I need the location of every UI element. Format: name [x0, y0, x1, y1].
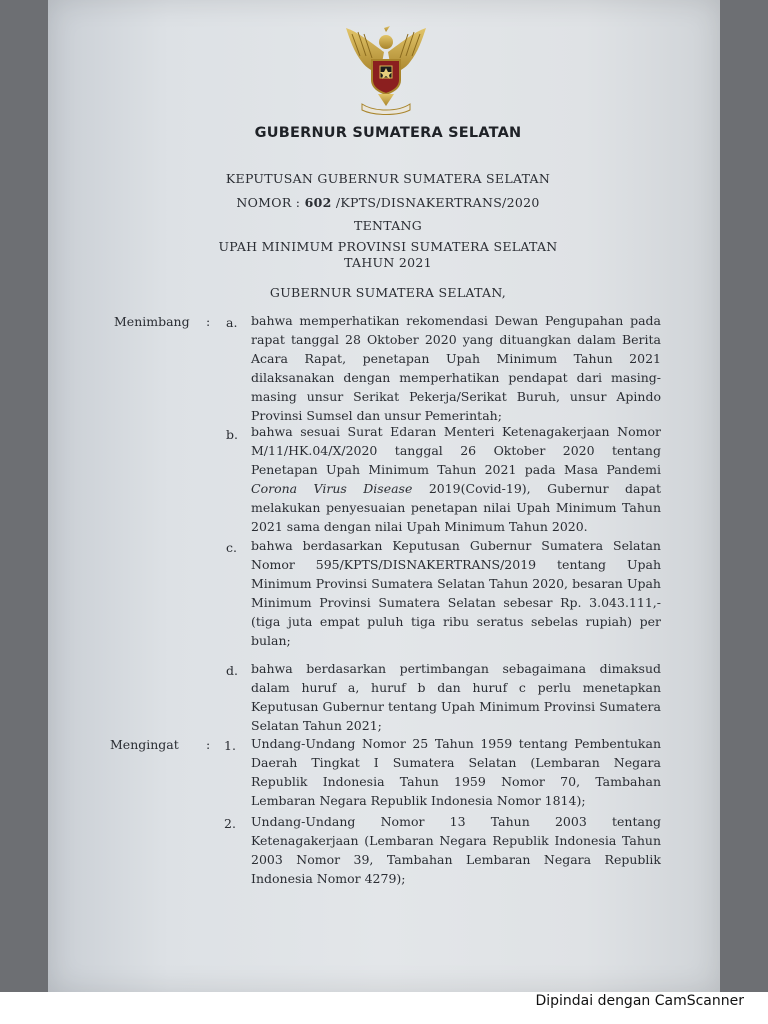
menimbang-item-a: bahwa memperhatikan rekomendasi Dewan Pengupahan pada rapat tanggal 28 Oktober 2020 yang dituangkan dalam Berita Acara Rapat, penetapan Upah Minimum Tahun 2021 dilaksanakan dengan memperhatikan pendapat dari masing-masing unsur Serikat Pekerja/Serikat Buruh, unsur Apindo Provinsi Sumsel dan unsur Pemerintah; — [251, 313, 661, 423]
mengingat-item-2: Undang-Undang Nomor 13 Tahun 2003 tentang Ketenagakerjaan (Lembaran Negara Republik Indonesia Tahun 2003 Nomor 39, Tambahan Lembaran Negara Republik Indonesia Nomor 4279); — [251, 814, 661, 886]
menimbang-colon: : — [206, 314, 211, 329]
subject-line-2: TAHUN 2021 — [344, 255, 432, 270]
menimbang-marker-d: d. — [226, 663, 238, 678]
institution-heading: GUBERNUR SUMATERA SELATAN — [254, 125, 522, 141]
menimbang-marker-c: c. — [226, 540, 237, 555]
nomor-number: 602 — [304, 195, 332, 210]
menimbang-item-c: bahwa berdasarkan Keputusan Gubernur Sumatera Selatan Nomor 595/KPTS/DISNAKERTRANS/2019 tentang Upah Minimum Provinsi Sumatera Selatan Tahun 2020, besaran Upah Minimum Provinsi Sumatera Selatan sebesar Rp. 3.043.111,- (tiga juta empat puluh tiga ribu seratus sebelas rupiah) per bulan; — [251, 538, 661, 648]
menimbang-item-b — [251, 422, 661, 536]
menimbang-marker-a: a. — [226, 315, 238, 330]
decree-number — [48, 195, 728, 210]
mengingat-colon: : — [206, 737, 211, 752]
camscanner-watermark: Dipindai dengan CamScanner — [535, 993, 744, 1009]
issuer-line: GUBERNUR SUMATERA SELATAN, — [269, 285, 507, 300]
mengingat-marker-1: 1. — [224, 738, 236, 753]
menimbang-label: Menimbang — [114, 314, 190, 329]
tentang-label: TENTANG — [353, 218, 423, 233]
mengingat-label: Mengingat — [110, 737, 179, 752]
nomor-prefix: NOMOR : — [236, 195, 305, 210]
garuda-emblem-icon — [340, 22, 432, 116]
nomor-suffix: /KPTS/DISNAKERTRANS/2020 — [331, 195, 540, 210]
item-b-italic: Corona Virus Disease — [251, 481, 413, 496]
mengingat-marker-2: 2. — [224, 816, 236, 831]
menimbang-item-d: bahwa berdasarkan pertimbangan sebagaimana dimaksud dalam huruf a, huruf b dan huruf c perlu menetapkan Keputusan Gubernur tentang Upah Minimum Provinsi Sumatera Selatan Tahun 2021; — [251, 661, 661, 733]
item-b-text-after: 2019(Covid-19), Gubernur dapat melakukan penyesuaian penetapan nilai Upah Minimum Tahun 2021 sama dengan nilai Upah Minimum Tahun 2020. — [251, 481, 661, 534]
subject-line-1: UPAH MINIMUM PROVINSI SUMATERA SELATAN — [218, 239, 558, 254]
mengingat-item-1: Undang-Undang Nomor 25 Tahun 1959 tentang Pembentukan Daerah Tingkat I Sumatera Selatan (Lembaran Negara Republik Indonesia Tahun 1959 Nomor 70, Tambahan Lembaran Negara Republik Indonesia Nomor 1814); — [251, 736, 661, 808]
document-page — [48, 0, 720, 992]
decree-title: KEPUTUSAN GUBERNUR SUMATERA SELATAN — [225, 171, 551, 186]
menimbang-marker-b: b. — [226, 427, 238, 442]
item-b-text-before: bahwa sesuai Surat Edaran Menteri Ketenagakerjaan Nomor M/11/HK.04/X/2020 tanggal 26 Oktober 2020 tentang Penetapan Upah Minimum Tahun 2021 pada Masa Pandemi — [251, 424, 661, 477]
